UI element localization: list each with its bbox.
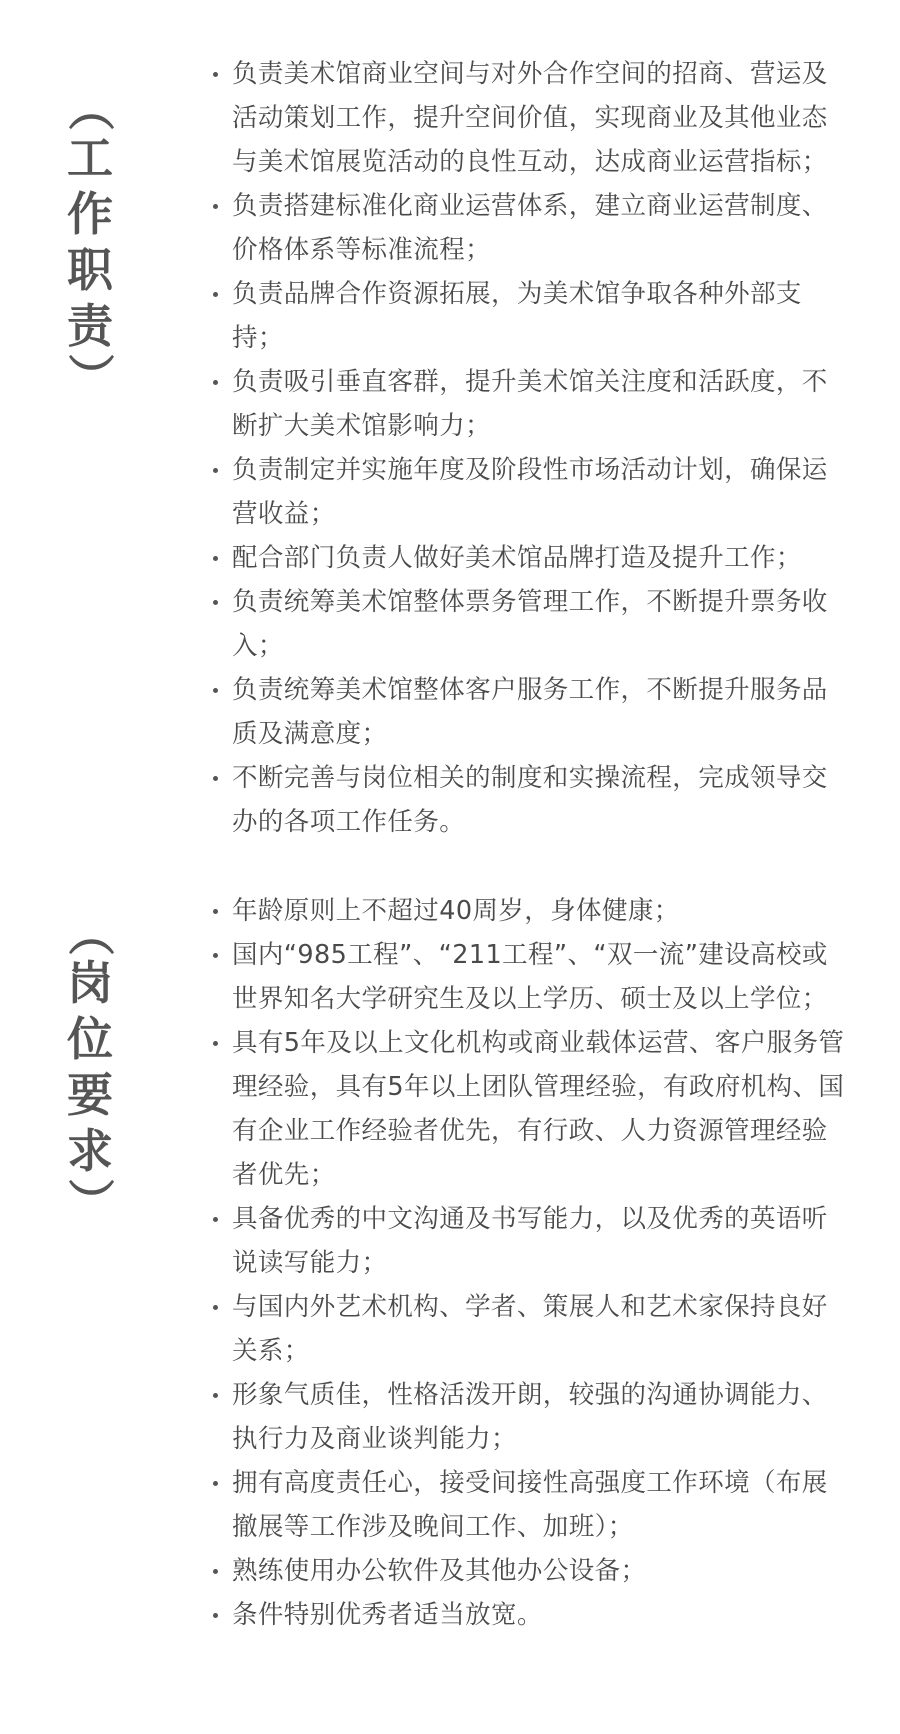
requirement-item: 年龄原则上不超过40周岁，身体健康； bbox=[208, 889, 848, 933]
duty-item: 负责吸引垂直客群，提升美术馆关注度和活跃度，不断扩大美术馆影响力； bbox=[208, 360, 848, 448]
duties-title-char: 工 bbox=[67, 131, 113, 185]
requirement-item: 形象气质佳，性格活泼开朗，较强的沟通协调能力、执行力及商业谈判能力； bbox=[208, 1373, 848, 1461]
duty-item: 不断完善与岗位相关的制度和实操流程，完成领导交办的各项工作任务。 bbox=[208, 756, 848, 844]
duty-item: 配合部门负责人做好美术馆品牌打造及提升工作； bbox=[208, 536, 848, 580]
requirement-item: 熟练使用办公软件及其他办公设备； bbox=[208, 1549, 848, 1593]
duties-title bbox=[62, 86, 118, 398]
requirements-title-char: 位 bbox=[67, 1012, 113, 1066]
requirement-item: 拥有高度责任心，接受间接性高强度工作环境（布展撤展等工作涉及晚间工作、加班）； bbox=[208, 1461, 848, 1549]
requirement-item: 具有5年及以上文化机构或商业载体运营、客户服务管理经验，具有5年以上团队管理经验，有政府机构、国有企业工作经验者优先，有行政、人力资源管理经验者优先； bbox=[208, 1021, 848, 1197]
duties-title-char: 职 bbox=[67, 243, 113, 297]
duties-title-char: 责 bbox=[67, 299, 113, 353]
requirement-item: 国内“985工程”、“211工程”、“双一流”建设高校或世界知名大学研究生及以上学历、硕士及以上学位； bbox=[208, 933, 848, 1021]
requirements-title-open: （ bbox=[63, 910, 117, 956]
duties-list bbox=[208, 52, 848, 844]
requirements-title-close: ） bbox=[63, 1178, 117, 1224]
requirements-title bbox=[62, 911, 118, 1223]
requirement-item: 具备优秀的中文沟通及书写能力，以及优秀的英语听说读写能力； bbox=[208, 1197, 848, 1285]
duties-title-open: （ bbox=[63, 85, 117, 131]
duty-item: 负责美术馆商业空间与对外合作空间的招商、营运及活动策划工作，提升空间价值，实现商业及其他业态与美术馆展览活动的良性互动，达成商业运营指标； bbox=[208, 52, 848, 184]
requirements-list bbox=[208, 889, 848, 1637]
requirements-title-char: 求 bbox=[67, 1124, 113, 1178]
duty-item: 负责统筹美术馆整体客户服务工作，不断提升服务品质及满意度； bbox=[208, 668, 848, 756]
duty-item: 负责制定并实施年度及阶段性市场活动计划，确保运营收益； bbox=[208, 448, 848, 536]
duty-item: 负责品牌合作资源拓展，为美术馆争取各种外部支持； bbox=[208, 272, 848, 360]
requirements-title-char: 要 bbox=[67, 1068, 113, 1122]
requirement-item: 与国内外艺术机构、学者、策展人和艺术家保持良好关系； bbox=[208, 1285, 848, 1373]
duty-item: 负责搭建标准化商业运营体系，建立商业运营制度、价格体系等标准流程； bbox=[208, 184, 848, 272]
duties-title-close: ） bbox=[63, 353, 117, 399]
requirements-title-char: 岗 bbox=[67, 956, 113, 1010]
requirement-item: 条件特别优秀者适当放宽。 bbox=[208, 1593, 848, 1637]
duty-item: 负责统筹美术馆整体票务管理工作，不断提升票务收入； bbox=[208, 580, 848, 668]
duties-title-char: 作 bbox=[67, 187, 113, 241]
